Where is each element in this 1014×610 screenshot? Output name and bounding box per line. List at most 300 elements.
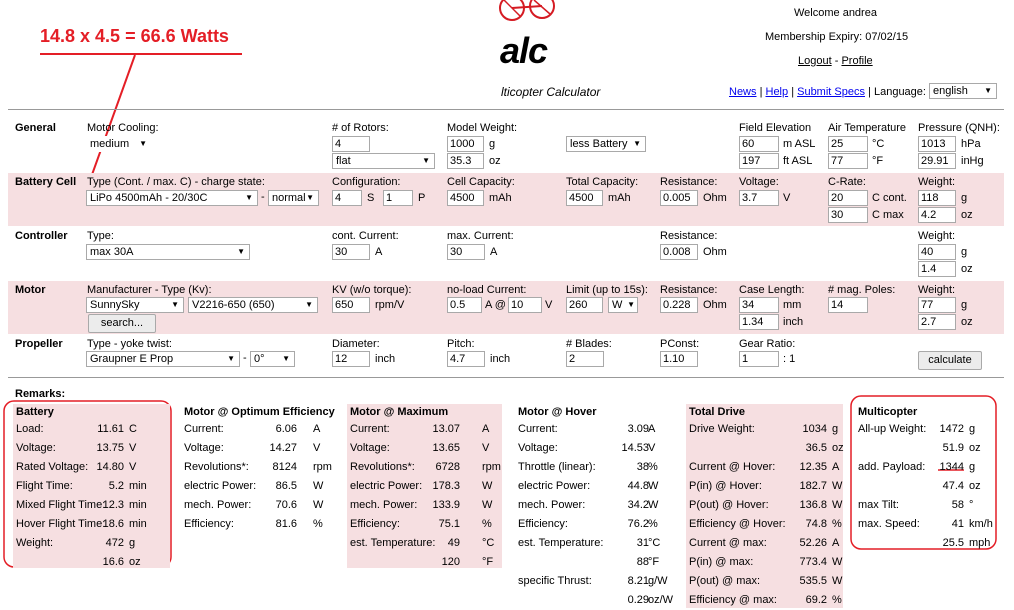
nav-separator: | [759,86,763,98]
controller-weight-oz-input[interactable]: 1.4 [918,261,956,277]
yoke-twist-select[interactable] [250,351,295,367]
result-row [686,477,843,496]
result-unit: min [129,480,147,492]
result-unit: g [969,461,976,473]
result-label: est. Temperature: [350,537,436,549]
charge-state-select[interactable] [268,190,319,206]
result-value: 6728 [435,461,460,473]
case-length-inch-input[interactable]: 1.34 [739,314,779,330]
calculate-button[interactable]: calculate [918,351,982,370]
result-row [686,515,843,534]
remarks-divider [8,377,1004,378]
model-weight-label: Model Weight: [447,122,518,134]
result-unit: W [482,499,493,511]
result-row [515,477,675,496]
result-unit: oz [832,442,844,454]
result-unit: ° [969,499,974,511]
unit-hpa: hPa [961,138,981,150]
max-current-label: max. Current: [447,230,514,242]
noload-voltage-input[interactable]: 10 [508,297,542,313]
result-value: 75.1 [438,518,460,530]
unit-rpm-v: rpm/V [375,299,405,311]
result-unit: °F [648,556,660,568]
unit-c: °C [872,138,885,150]
result-row [686,534,843,553]
result-row [347,420,502,439]
pitch-input[interactable]: 4.7 [447,351,485,367]
unit-v: V [545,299,553,311]
result-unit: V [648,442,656,454]
result-value: 16.6 [102,556,124,568]
motor-manufacturer-select[interactable] [86,297,184,313]
nav-separator: | [868,86,871,98]
result-value: 14.53 [621,442,649,454]
controller-resistance-label: Resistance: [660,230,718,242]
total-capacity-label: Total Capacity: [566,176,639,188]
result-unit: min [129,499,147,511]
diameter-label: Diameter: [332,338,380,350]
noload-current-input[interactable]: 0.5 [447,297,482,313]
result-unit: W [648,480,659,492]
help-link[interactable]: Help [765,86,789,98]
result-row [13,515,170,534]
result-unit: % [313,518,323,530]
cont-current-input[interactable]: 30 [332,244,370,260]
chevron-down-icon: ▼ [171,300,179,309]
result-row [855,496,995,515]
chevron-down-icon: ▼ [627,300,635,309]
result-unit: g [832,423,839,435]
result-unit: g [969,423,976,435]
battery-weight-label: Weight: [918,176,956,188]
result-label: max Tilt: [858,499,899,511]
result-value: 13.65 [432,442,460,454]
result-row [515,534,675,553]
elevation-ft-input[interactable]: 197 [739,153,779,169]
battery-results-title: Battery [16,406,54,418]
result-unit: A [313,423,321,435]
configuration-label: Configuration: [332,176,401,188]
series-input[interactable]: 4 [332,190,362,206]
unit-oz: oz [961,209,973,221]
unit-ft-asl: ft ASL [783,155,813,167]
battery-results [13,404,170,568]
result-value: 69.2 [805,594,827,606]
propeller-label: Propeller [15,338,63,350]
result-value: 52.26 [799,537,827,549]
controller-resistance-input[interactable]: 0.008 [660,244,698,260]
gear-ratio-label: Gear Ratio: [739,338,796,350]
result-unit: g [129,537,136,549]
result-value: 14.80 [96,461,124,473]
result-value: 18.6 [102,518,124,530]
rotors-input[interactable]: 4 [332,136,370,152]
result-unit: km/h [969,518,993,530]
battery-mode-value: less Battery [570,138,628,150]
result-value: 47.4 [942,480,964,492]
result-row [13,496,170,515]
motor-search-button[interactable]: search... [88,314,156,333]
controller-label: Controller [15,230,68,242]
result-label: Voltage: [350,442,390,454]
chevron-down-icon: ▼ [984,86,992,95]
result-unit: W [832,480,843,492]
unit-mah: mAh [489,192,512,204]
unit-inch: inch [783,316,804,328]
language-label: Language: [873,86,926,98]
remarks-label: Remarks: [15,388,66,400]
battery-cell-label: Battery Cell [15,176,77,188]
controller-type-select[interactable] [86,244,250,260]
result-value: 49 [447,537,460,549]
result-label: Voltage: [16,442,56,454]
cooling-select[interactable] [86,136,152,152]
chevron-down-icon: ▼ [139,139,147,148]
result-value: 41 [951,518,964,530]
result-row [515,515,675,534]
blades-label: # Blades: [566,338,612,350]
result-value: 8.21 [627,575,649,587]
controller-weight-label: Weight: [918,230,956,242]
result-label: specific Thrust: [518,575,592,587]
pconst-label: PConst: [660,338,700,350]
total-drive-title: Total Drive [689,406,746,418]
unit-mah: mAh [608,192,631,204]
yoke-twist-value: 0° [254,353,265,365]
unit-a: A [375,246,383,258]
language-select[interactable] [929,83,997,99]
unit-oz: oz [961,263,973,275]
result-label: Revolutions*: [350,461,415,473]
result-label: Voltage: [184,442,224,454]
max-current-input[interactable]: 30 [447,244,485,260]
result-row [686,591,843,610]
mag-poles-input[interactable]: 14 [828,297,868,313]
result-row [515,496,675,515]
result-label: max. Speed: [858,518,920,530]
membership-expiry: Membership Expiry: 07/02/15 [765,31,909,43]
motor-maximum-results [347,404,502,568]
pressure-hpa-input[interactable]: 1013 [918,136,956,152]
pressure-inhg-input[interactable]: 29.91 [918,153,956,169]
result-unit: W [832,499,843,511]
unit-inch: inch [375,353,396,365]
result-value: 38 [636,461,649,473]
unit-ohm: Ohm [703,299,727,311]
result-value: 44.8 [627,480,649,492]
result-unit: oz [969,480,981,492]
unit-g: g [489,138,496,150]
result-row [13,534,170,553]
result-unit: % [482,518,492,530]
result-label: electric Power: [518,480,591,492]
motor-weight-oz-input[interactable]: 2.7 [918,314,956,330]
result-value: 88 [636,556,649,568]
result-row [686,439,843,458]
result-value: 120 [441,556,460,568]
result-value: 34.2 [627,499,649,511]
result-row [347,439,502,458]
result-unit: A [832,461,840,473]
result-row [686,572,843,591]
unit-oz: oz [489,155,501,167]
motor-type-value: V2216-650 (650) [192,299,275,311]
result-label: Load: [16,423,44,435]
motor-weight-g-input[interactable]: 77 [918,297,956,313]
result-value: 0.29 [627,594,649,606]
diameter-input[interactable]: 12 [332,351,370,367]
unit-f: °F [872,155,884,167]
kv-label: KV (w/o torque): [332,284,412,296]
chevron-down-icon: ▼ [305,300,313,309]
total-capacity-input[interactable]: 4500 [566,190,603,206]
limit-label: Limit (up to 15s): [566,284,648,296]
result-value: 25.5 [942,537,964,549]
prop-type-label: Type - yoke twist: [87,338,172,350]
result-value: 535.5 [799,575,827,587]
result-label: Drive Weight: [689,423,755,435]
result-label: Current @ max: [689,537,767,549]
pconst-input[interactable]: 1.10 [660,351,698,367]
result-value: 6.06 [275,423,297,435]
cooling-value: medium [90,138,130,150]
controller-weight-g-input[interactable]: 40 [918,244,956,260]
unit-a-at: A @ [485,299,506,311]
result-row [855,477,995,496]
result-row [347,477,502,496]
chevron-down-icon: ▼ [633,139,641,148]
result-row [13,553,170,572]
result-unit: W [313,480,324,492]
unit-c-max: C max [872,209,904,221]
result-row [13,439,170,458]
result-row [13,477,170,496]
result-row [181,496,337,515]
air-temp-f-input[interactable]: 77 [828,153,868,169]
result-unit: W [832,575,843,587]
result-label: Efficiency: [350,518,400,530]
result-unit: W [648,499,659,511]
battery-weight-g-input[interactable]: 118 [918,190,956,206]
cell-capacity-input[interactable]: 4500 [447,190,484,206]
logout-link[interactable]: Logout [798,55,832,67]
total-drive-results [686,404,843,608]
result-row [515,591,675,610]
battery-voltage-input[interactable]: 3.7 [739,190,779,206]
chevron-down-icon: ▼ [306,193,314,202]
result-value: 472 [105,537,124,549]
unit-a: A [490,246,498,258]
frame-value: flat [336,155,351,167]
model-weight-oz-input[interactable]: 35.3 [447,153,484,169]
result-unit: rpm [313,461,332,473]
result-label: mech. Power: [184,499,252,511]
general-label: General [15,122,56,134]
limit-unit-select[interactable] [608,297,638,313]
result-row [13,420,170,439]
battery-type-select[interactable] [86,190,258,206]
result-unit: oz [129,556,141,568]
result-label: Current: [350,423,390,435]
result-row [347,553,502,572]
profile-link[interactable]: Profile [841,55,873,67]
multicopter-results [855,404,995,549]
result-value: 1034 [802,423,827,435]
controller-type-value: max 30A [90,246,134,258]
result-value: 12.35 [799,461,827,473]
link-separator: - [834,55,839,67]
result-unit: A [648,423,656,435]
result-unit: oz [969,442,981,454]
result-label: electric Power: [350,480,423,492]
result-value: 31 [636,537,649,549]
motor-mfr-label: Manufacturer - Type (Kv): [87,284,212,296]
result-label: Rated Voltage: [16,461,89,473]
frame-select[interactable] [332,153,435,169]
cooling-label: Motor Cooling: [87,122,159,134]
c-max-input[interactable]: 30 [828,207,868,223]
result-row [855,458,995,477]
motor-maximum-title: Motor @ Maximum [350,406,449,418]
unit-p: P [418,192,426,204]
multicopter-title: Multicopter [858,406,918,418]
limit-input[interactable]: 260 [566,297,603,313]
kv-input[interactable]: 650 [332,297,370,313]
result-row [855,534,995,553]
battery-dash: - [261,191,265,203]
result-unit: V [129,461,137,473]
result-value: 178.3 [432,480,460,492]
result-unit: mph [969,537,991,549]
result-value: 51.9 [942,442,964,454]
motor-type-select[interactable] [188,297,318,313]
elevation-label: Field Elevation [739,122,812,134]
motor-resistance-input[interactable]: 0.228 [660,297,698,313]
result-row [181,420,337,439]
result-row [181,458,337,477]
air-temp-c-input[interactable]: 25 [828,136,868,152]
air-temp-label: Air Temperature [828,122,907,134]
result-row [347,534,502,553]
app-subtitle: lticopter Calculator [501,85,601,99]
result-row [515,420,675,439]
cell-capacity-label: Cell Capacity: [447,176,515,188]
motor-resistance-label: Resistance: [660,284,718,296]
result-value: 1472 [939,423,964,435]
prop-dash: - [243,352,247,364]
result-value: 133.9 [432,499,460,511]
gear-ratio-input[interactable]: 1 [739,351,779,367]
result-unit: W [482,480,493,492]
result-label: Revolutions*: [184,461,249,473]
parallel-input[interactable]: 1 [383,190,413,206]
mag-poles-label: # mag. Poles: [828,284,896,296]
submit-specs-link[interactable]: Submit Specs [797,86,865,98]
result-row [855,420,995,439]
battery-weight-oz-input[interactable]: 4.2 [918,207,956,223]
result-label: All-up Weight: [858,423,927,435]
logo-text: alc [500,30,548,71]
result-unit: W [832,556,843,568]
unit-oz: oz [961,316,973,328]
pitch-label: Pitch: [447,338,475,350]
result-unit: °C [482,537,495,549]
result-row [686,420,843,439]
result-row [13,458,170,477]
result-label: P(in) @ Hover: [689,480,762,492]
result-label: Throttle (linear): [518,461,596,473]
result-row [181,439,337,458]
battery-mode-select[interactable] [566,136,646,152]
result-value: 13.07 [432,423,460,435]
unit-s: S [367,192,375,204]
result-row [855,439,995,458]
language-value: english [933,85,968,97]
blades-input[interactable]: 2 [566,351,604,367]
unit-inhg: inHg [961,155,984,167]
case-length-mm-input[interactable]: 34 [739,297,779,313]
chevron-down-icon: ▼ [227,354,235,363]
result-unit: g/W [648,575,668,587]
result-label: Voltage: [518,442,558,454]
result-row [181,477,337,496]
top-nav [729,86,926,98]
result-value: 81.6 [275,518,297,530]
news-link[interactable]: News [729,86,757,98]
top-divider [8,109,1004,110]
rotors-label: # of Rotors: [332,122,389,134]
result-unit: W [313,499,324,511]
chevron-down-icon: ▼ [237,247,245,256]
result-row [347,458,502,477]
result-label: Current: [184,423,224,435]
result-value: 182.7 [799,480,827,492]
result-unit: % [832,518,842,530]
elevation-m-input[interactable]: 60 [739,136,779,152]
result-unit: V [313,442,321,454]
prop-type-select[interactable] [86,351,240,367]
result-label: Current: [518,423,558,435]
result-value: 136.8 [799,499,827,511]
chevron-down-icon: ▼ [245,193,253,202]
result-value: 36.5 [805,442,827,454]
c-rate-label: C-Rate: [828,176,866,188]
battery-resistance-input[interactable]: 0.005 [660,190,698,206]
result-value: 86.5 [275,480,297,492]
motor-optimum-title: Motor @ Optimum Efficiency [184,406,335,418]
result-row [855,515,995,534]
result-unit: V [482,442,490,454]
charge-state-value: normal [272,192,306,204]
gear-ratio-unit: : 1 [783,353,796,365]
result-label: Efficiency @ max: [689,594,777,606]
result-value: 76.2 [627,518,649,530]
result-label: add. Payload: [858,461,926,473]
result-label: mech. Power: [350,499,418,511]
result-value: 8124 [272,461,297,473]
result-row [686,496,843,515]
unit-ohm: Ohm [703,192,727,204]
motor-manufacturer-value: SunnySky [90,299,140,311]
result-label: Weight: [16,537,54,549]
case-length-label: Case Length: [739,284,805,296]
c-cont-input[interactable]: 20 [828,190,868,206]
result-unit: % [648,518,658,530]
model-weight-input[interactable]: 1000 [447,136,484,152]
pressure-label: Pressure (QNH): [918,122,1000,134]
cont-current-label: cont. Current: [332,230,399,242]
result-label: P(out) @ max: [689,575,761,587]
